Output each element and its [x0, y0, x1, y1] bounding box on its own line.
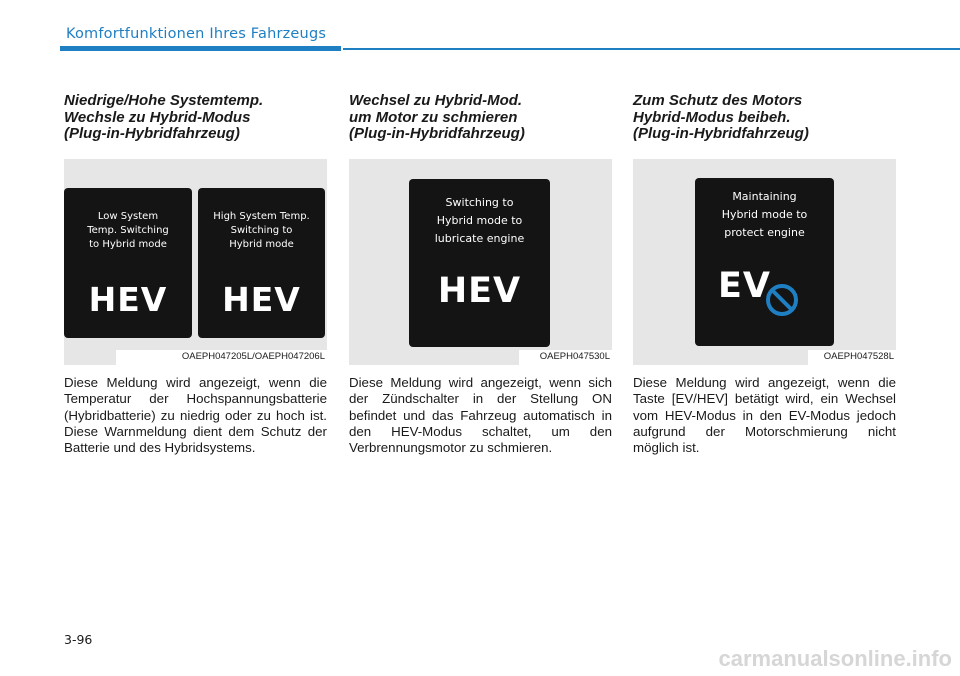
column-heading: Wechsel zu Hybrid-Mod. um Motor zu schmieren (Plug-in-Hybridfahrzeug)	[349, 92, 525, 142]
body-text: Diese Meldung wird angezeigt, wenn die Taste [EV/HEV] betätigt wird, ein Wechsel vom HEV-Modus in den EV-Modus jedoch aufgrund der Motorschmierung nicht möglich ist.	[633, 375, 896, 456]
figure-code: OAEPH047530L	[539, 351, 610, 362]
screen-message: High System Temp. Switching to Hybrid mode	[213, 211, 310, 250]
column-heading: Niedrige/Hohe Systemtemp. Wechsle zu Hybrid-Modus (Plug-in-Hybridfahrzeug)	[64, 92, 264, 142]
figure-cluster-display	[64, 159, 327, 365]
column-system-temperature	[64, 93, 327, 456]
prohibited-icon	[765, 283, 799, 317]
body-text: Diese Meldung wird angezeigt, wenn die Temperatur der Hochspannungsbatterie (Hybridbatterie) zu niedrig oder zu hoch ist. Diese Warnmeldung dient dem Schutz der Batterie und des Hybridsystems.	[64, 375, 327, 456]
column-lubricate-engine	[349, 93, 612, 456]
column-protect-engine	[633, 93, 896, 456]
column-heading: Zum Schutz des Motors Hybrid-Modus beibeh. (Plug-in-Hybridfahrzeug)	[633, 92, 809, 142]
screen-message: Switching to Hybrid mode to lubricate engine	[434, 196, 525, 245]
figure-code: OAEPH047528L	[823, 351, 894, 362]
mode-indicator: EV	[718, 266, 771, 306]
figure-code: OAEPH047205L/OAEPH047206L	[181, 351, 325, 362]
cluster-screen-protect	[695, 178, 834, 346]
header-rule-thick	[60, 46, 341, 51]
watermark: carmanualsonline.info	[718, 646, 952, 671]
cluster-screen-high-temp	[198, 188, 325, 338]
screen-message: Low System Temp. Switching to Hybrid mode	[87, 211, 169, 250]
header-rule-thin	[343, 48, 960, 50]
mode-indicator: HEV	[88, 280, 168, 319]
figure-caption-row	[349, 350, 612, 365]
figure-caption-row	[633, 350, 896, 365]
mode-indicator: HEV	[437, 271, 522, 311]
screen-message: Maintaining Hybrid mode to protect engine	[721, 190, 808, 239]
cluster-screen-lubricate	[409, 179, 550, 347]
cluster-screen-low-temp	[64, 188, 192, 338]
page-number: 3-96	[64, 632, 93, 647]
figure-cluster-display	[633, 159, 896, 365]
figure-caption-row	[64, 350, 327, 365]
body-text: Diese Meldung wird angezeigt, wenn sich der Zündschalter in der Stellung ON befindet und das Fahrzeug automatisch in den HEV-Modus schaltet, um den Verbrennungsmotor zu schmieren.	[349, 375, 612, 456]
mode-indicator: HEV	[222, 280, 301, 319]
section-title: Komfortfunktionen Ihres Fahrzeugs	[66, 26, 327, 42]
figure-cluster-display	[349, 159, 612, 365]
